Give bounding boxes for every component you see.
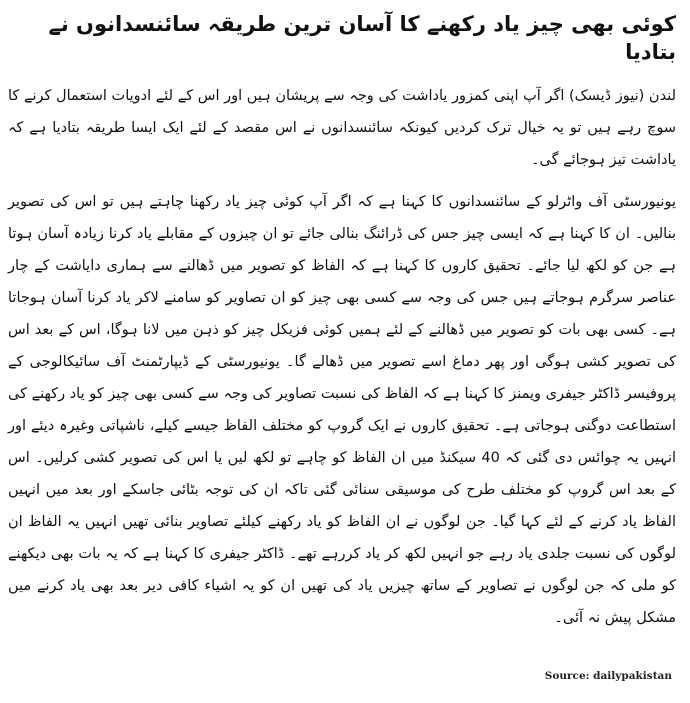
article-headline: کوئی بھی چیز یاد رکھنے کا آسان ترین طریقہ سائنسدانوں نے بتادیا (48, 12, 676, 64)
source-credit: Source: dailypakistan (544, 670, 672, 682)
article (8, 10, 676, 644)
article-paragraph: لندن (نیوز ڈیسک) اگر آپ اپنی کمزور یاداشت کی وجہ سے پریشان ہیں اور اس کے لئے ادویات استعمال کرنے کا سوچ رہے ہیں تو یہ خیال ترک کردیں کیونکہ سائنسدانوں نے اس مقصد کے لئے ایک ایسا طریقہ بتادیا ہے کہ یاداشت تیز ہوجائے گی۔ (8, 88, 676, 168)
article-paragraph: یونیورسٹی آف واٹرلو کے سائنسدانوں کا کہنا ہے کہ اگر آپ کوئی چیز یاد رکھنا چاہتے ہیں تو اس کی تصویر بنالیں۔ ان کا کہنا ہے کہ ایسی چیز جس کی ڈرائنگ بنالی جائے تو ان چیزوں کے مقابلے یاد کرنا زیادہ آسان ہوتا ہے جن کو لکھ لیا جائے۔ تحقیق کاروں کا کہنا ہے کہ الفاظ کو تصویر میں ڈھالنے سے ہماری دایاشت کے چار عناصر سرگرم ہوجاتے ہیں جس کی وجہ سے کسی بھی چیز کو ان تصاویر کو سامنے لاکر یاد کرنا آسان ہوجاتا ہے۔ کسی بھی بات کو تصویر میں ڈھالنے کے لئے ہمیں کوئی فزیکل چیز کو ذہن میں لانا ہوگا، اس کے بعد اس کی تصویر کشی ہوگی اور پھر دماغ اسے تصویر میں ڈھالے گا۔ یونیورسٹی کے ڈیپارٹمنٹ آف سائیکالوجی کے پروفیسر ڈاکٹر جیفری ویمنز کا کہنا ہے کہ الفاظ کی نسبت تصاویر کی وجہ سے کسی بھی چیز کو یاد رکھنے کی استطاعت دوگنی ہوجاتی ہے۔ تحقیق کاروں نے ایک گروپ کو مختلف الفاظ جیسے کیلے، ناشپاتی وغیرہ دیئے اور انہیں یہ چوائس دی گئی کہ 40 سیکنڈ میں ان الفاظ کو چاہے تو لکھ لیں یا اس کی تصویر کشی کرلیں۔ اس کے بعد اس گروپ کو مختلف طرح کی موسیقی سنائی گئی تاکہ ان کی توجہ بٹائی جاسکے اور بعد میں انہیں الفاظ یاد کرنے کے لئے کہا گیا۔ جن لوگوں نے ان الفاظ کو یاد رکھنے کیلئے تصاویر بنائی تھیں انہیں یہ الفاظ ان لوگوں کی نسبت جلدی یاد رہے جو انہیں لکھ کر یاد کررہے تھے۔ ڈاکٹر جیفری کا کہنا ہے کہ یہ بات بھی دیکھنے کو ملی کہ جن لوگوں نے تصاویر کے ساتھ چیزیں یاد کی تھیں ان کو یہ اشیاء کافی دیر بعد بھی یاد کرنے میں مشکل پیش نہ آئی۔ (8, 194, 677, 626)
